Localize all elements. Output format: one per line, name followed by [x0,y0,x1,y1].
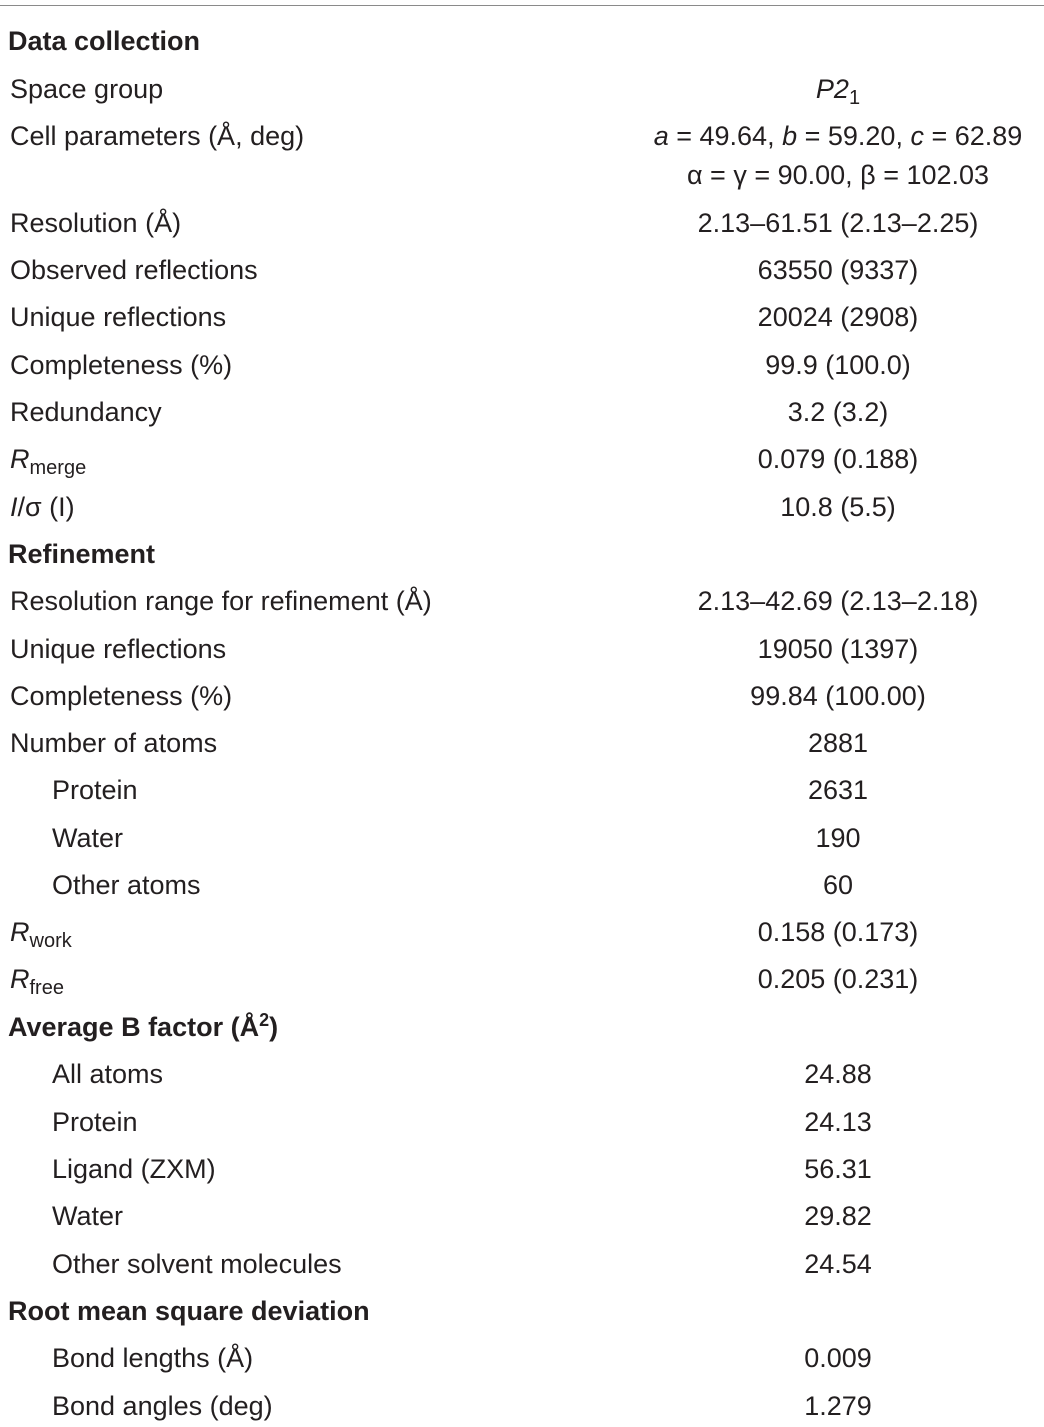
row-value: 99.9 (100.0) [765,350,911,380]
row-label: Resolution range for refinement (Å) [10,586,432,616]
row-value: 60 [822,870,854,900]
row-label: Water [52,1201,124,1231]
row-value: 99.84 (100.00) [750,681,926,711]
row-value: 20024 (2908) [757,302,919,332]
row-value: 3.2 (3.2) [787,397,889,427]
row-value: 2881 [807,728,869,758]
section-rmsd: Root mean square deviation [8,1296,370,1326]
row-label: Ligand (ZXM) [52,1154,216,1184]
row-value: 190 [815,823,861,853]
row-label: All atoms [52,1059,164,1089]
row-label: I/σ (I) [10,492,75,522]
row-label: Protein [52,775,138,805]
row-value: 0.158 (0.173) [757,917,919,947]
row-label: $R_{free}$ [10,964,64,999]
row-label: $R_{merge}$ [10,444,87,479]
section-average-b-factor: Average B factor $(Å^2)$ [8,1010,279,1042]
row-value: 1.279 [804,1391,872,1421]
row-value: 19050 (1397) [757,634,919,664]
row-label: Observed reflections [10,255,258,285]
row-value: 24.54 [804,1249,872,1279]
row-label: Unique reflections [10,634,227,664]
row-label: Completeness (%) [10,350,233,380]
row-label: Other solvent molecules [52,1249,342,1279]
row-value: 24.13 [804,1107,872,1137]
row-label: Cell parameters (Å, deg) [10,121,305,151]
section-data-collection: Data collection [8,26,201,56]
row-label: Resolution (Å) [10,208,182,238]
row-value: 24.88 [804,1059,872,1089]
section-refinement: Refinement [8,539,156,569]
table-top-rule [0,5,1044,6]
row-label: Bond angles (deg) [52,1391,273,1421]
row-value: 0.079 (0.188) [757,444,919,474]
row-label: $R_{work}$ [10,917,72,952]
row-label: Number of atoms [10,728,218,758]
row-value: 0.205 (0.231) [757,964,919,994]
row-label: Other atoms [52,870,201,900]
row-value: 2.13–42.69 (2.13–2.18) [697,586,979,616]
row-value: a = 49.64, b = 59.20, c = 62.89 α = γ = 90.00, β = 102.03 [653,121,1023,190]
row-value: 2.13–61.51 (2.13–2.25) [697,208,979,238]
row-value: 63550 (9337) [757,255,919,285]
row-label: Bond lengths (Å) [52,1343,254,1373]
row-value: 56.31 [804,1154,872,1184]
row-value: 10.8 (5.5) [780,492,896,522]
row-value: 29.82 [804,1201,872,1231]
row-label: Redundancy [10,397,162,427]
row-value: $P2_1$ [815,74,861,109]
row-label: Protein [52,1107,138,1137]
row-value: 2631 [807,775,869,805]
row-label: Water [52,823,124,853]
row-label: Completeness (%) [10,681,233,711]
row-value: 0.009 [804,1343,872,1373]
row-label: Unique reflections [10,302,227,332]
row-label: Space group [10,74,164,104]
